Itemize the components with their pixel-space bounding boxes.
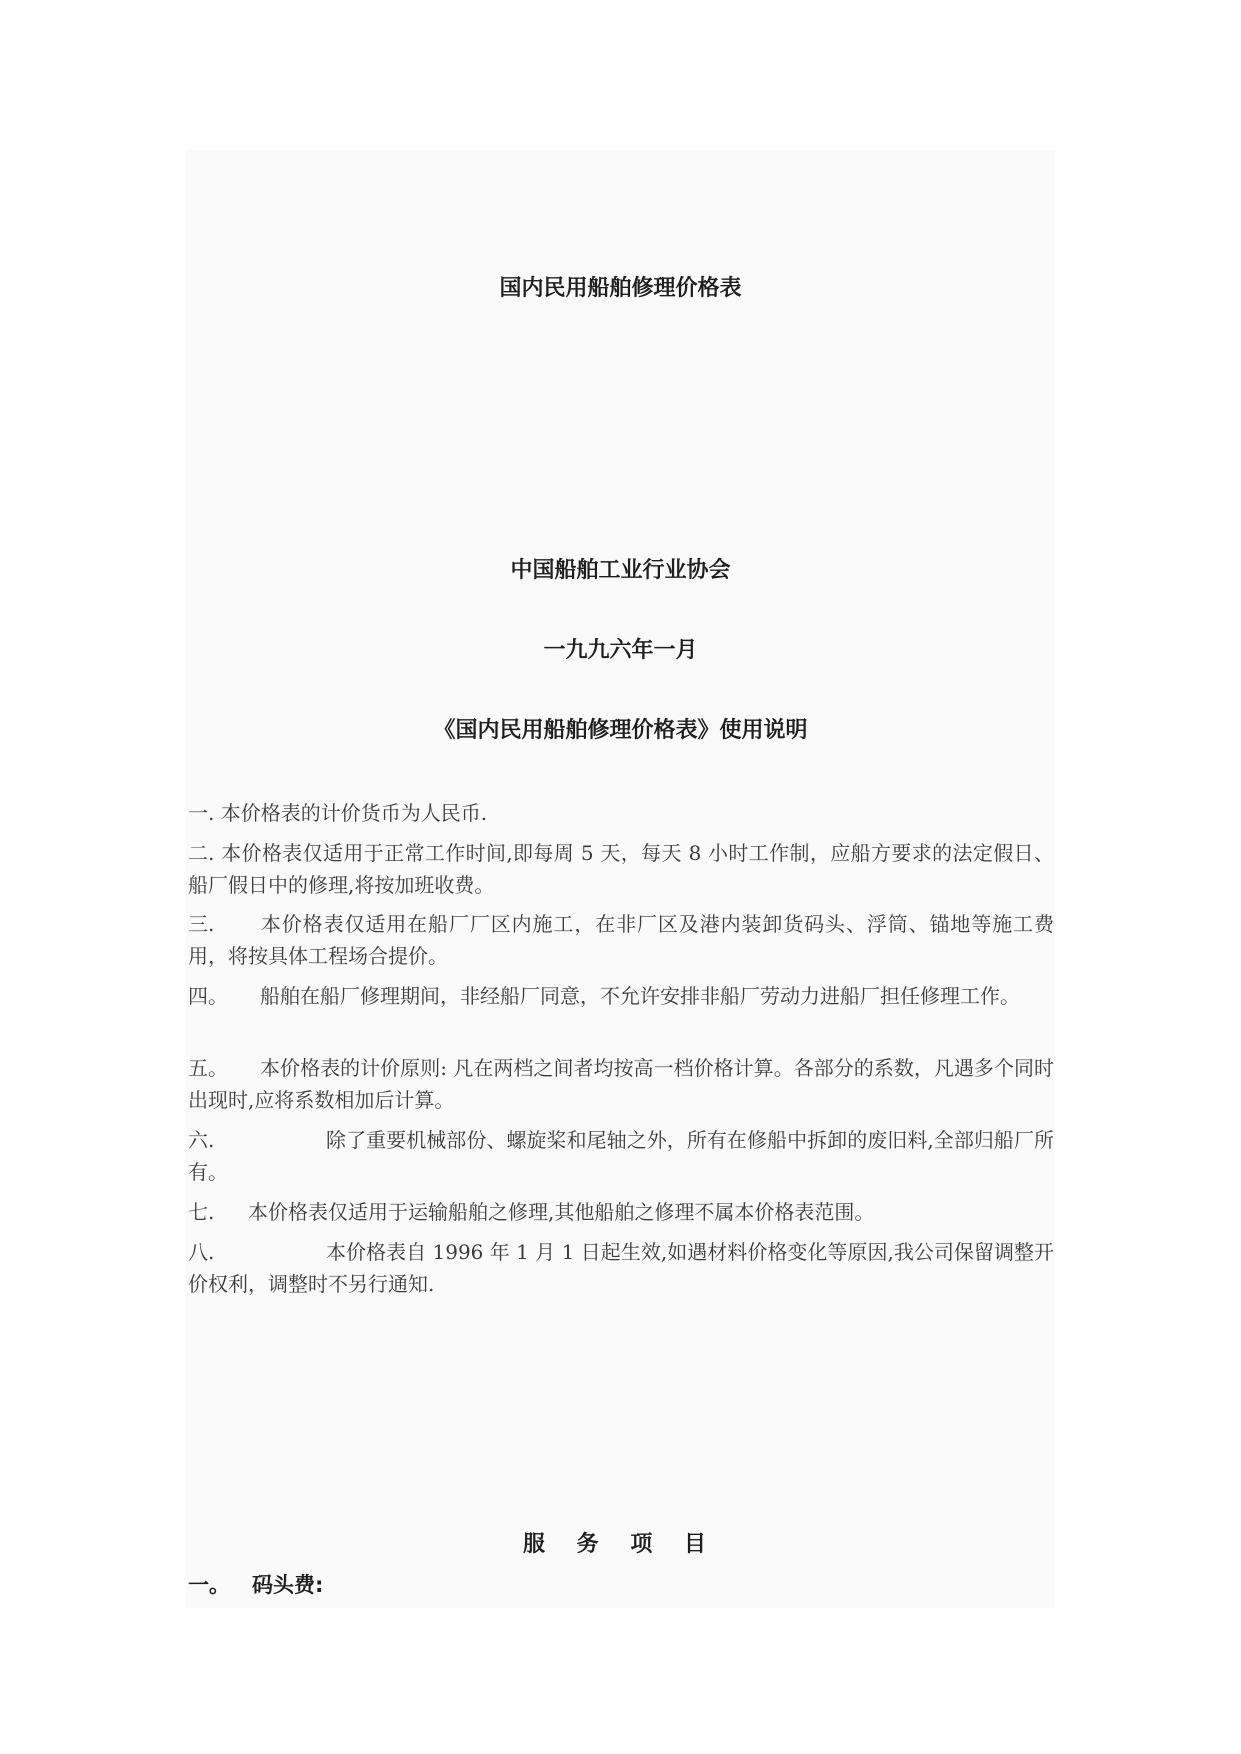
item-number: 六.: [188, 1128, 215, 1152]
section-heading-wharf-fee: [188, 1570, 323, 1600]
organization-name: 中国船舶工业行业协会: [510, 558, 731, 583]
item-text: 本价格表的计价原则: 凡在两档之间者均按高一档价格计算。各部分的系数，凡遇多个同时出现时,应将系数相加后计算。: [188, 1056, 1054, 1112]
instruction-item-8: [188, 1236, 1054, 1300]
item-text: 本价格表仅适用于正常工作时间,即每周 5 天，每天 8 小时工作制，应船方要求的法定假日、船厂假日中的修理,将按加班收费。: [188, 841, 1054, 897]
instruction-item-7: [188, 1196, 1054, 1228]
instruction-item-6: [188, 1124, 1054, 1188]
item-number: 二.: [188, 841, 215, 865]
item-number: 三.: [188, 912, 215, 936]
instruction-item-5: [188, 1052, 1054, 1116]
item-number: 八.: [188, 1240, 215, 1264]
item-number: 五。: [188, 1056, 228, 1080]
item-number: 七.: [188, 1200, 215, 1224]
instructions-title: 《国内民用船舶修理价格表》使用说明: [433, 718, 808, 743]
instruction-item-4: [188, 980, 1054, 1012]
item-number: 一.: [188, 801, 215, 825]
section-label: 码头费:: [252, 1573, 324, 1597]
item-text: 本价格表的计价货币为人民币.: [220, 801, 488, 825]
item-text: 本价格表仅适用在船厂厂区内施工，在非厂区及港内装卸货码头、浮筒、锚地等施工费用，将按具体工程场合提价。: [188, 912, 1054, 968]
item-text: 除了重要机械部份、螺旋桨和尾轴之外，所有在修船中拆卸的废旧料,全部归船厂所有。: [188, 1128, 1054, 1184]
item-text: 船舶在船厂修理期间，非经船厂同意，不允许安排非船厂劳动力进船厂担任修理工作。: [260, 984, 1020, 1008]
item-number: 四。: [188, 984, 228, 1008]
instruction-item-1: [188, 797, 1054, 829]
item-text: 本价格表自 1996 年 1 月 1 日起生效,如遇材料价格变化等原因,我公司保留调整开价权利，调整时不另行通知.: [188, 1240, 1054, 1296]
item-text: 本价格表仅适用于运输船舶之修理,其他船舶之修理不属本价格表范围。: [248, 1200, 875, 1224]
instruction-item-3: [188, 908, 1054, 972]
services-title: 服 务 项 目: [523, 1532, 718, 1557]
document-title: 国内民用船舶修理价格表: [499, 276, 742, 301]
instruction-item-2: [188, 837, 1054, 901]
publication-date: 一九九六年一月: [543, 638, 698, 663]
section-number: 一。: [188, 1573, 230, 1597]
